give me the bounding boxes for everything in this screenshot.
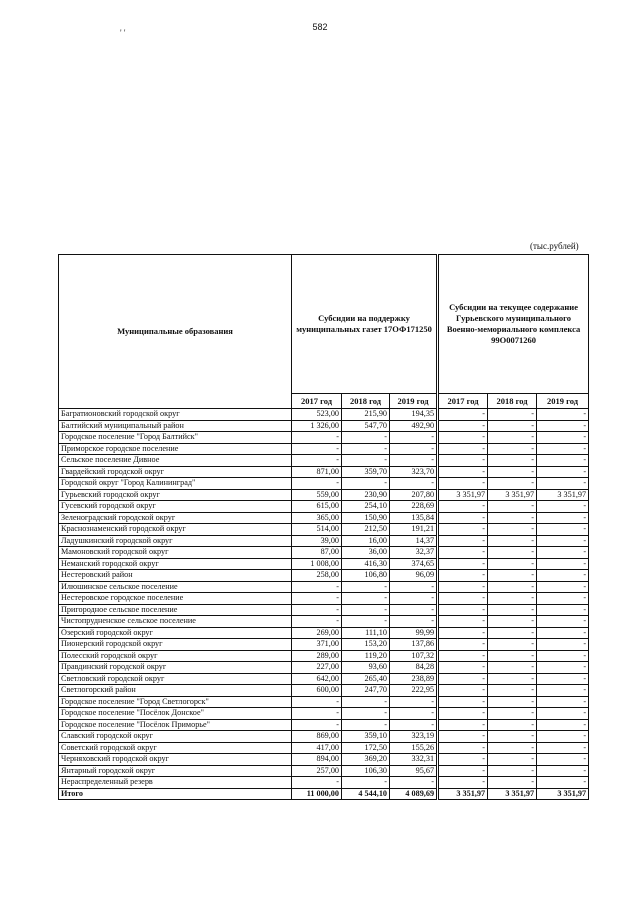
amount-cell: 323,19 [390, 731, 438, 743]
table-row [59, 616, 589, 628]
municipality-name: Городское поселение "Город Балтийск" [59, 432, 292, 444]
amount-cell: - [537, 558, 589, 570]
amount-cell: 135,84 [390, 512, 438, 524]
amount-cell: - [438, 650, 488, 662]
amount-cell: - [292, 581, 342, 593]
amount-cell: - [537, 696, 589, 708]
municipality-name: Пионерский городской округ [59, 639, 292, 651]
table-row [59, 685, 589, 697]
amount-cell: - [537, 581, 589, 593]
amount-cell: - [342, 696, 390, 708]
amount-cell: - [488, 512, 537, 524]
amount-cell: - [488, 777, 537, 789]
amount-cell: - [438, 478, 488, 490]
total-row [59, 788, 589, 800]
amount-cell: - [488, 409, 537, 421]
municipality-name: Сельское поселение Дивное [59, 455, 292, 467]
amount-cell: - [438, 754, 488, 766]
municipality-name: Полесский городской округ [59, 650, 292, 662]
col-municipal-header: Муниципальные образования [59, 255, 292, 409]
amount-cell: 559,00 [292, 489, 342, 501]
amount-cell: 207,80 [390, 489, 438, 501]
year-header: 2017 год [292, 394, 342, 409]
table-row [59, 524, 589, 536]
amount-cell: 3 351,97 [488, 788, 537, 800]
amount-cell: - [488, 627, 537, 639]
amount-cell: - [438, 547, 488, 559]
amount-cell: 374,65 [390, 558, 438, 570]
amount-cell: - [438, 535, 488, 547]
municipality-name: Ладушкинский городской округ [59, 535, 292, 547]
amount-cell: - [390, 616, 438, 628]
amount-cell: 359,10 [342, 731, 390, 743]
amount-cell: - [438, 673, 488, 685]
amount-cell: - [292, 777, 342, 789]
amount-cell: 365,00 [292, 512, 342, 524]
amount-cell: 230,90 [342, 489, 390, 501]
year-header: 2018 год [488, 394, 537, 409]
amount-cell: - [438, 443, 488, 455]
year-header: 2017 год [438, 394, 488, 409]
year-header: 2018 год [342, 394, 390, 409]
amount-cell: 87,00 [292, 547, 342, 559]
amount-cell: - [438, 558, 488, 570]
amount-cell: - [488, 432, 537, 444]
table-row [59, 708, 589, 720]
amount-cell: - [537, 547, 589, 559]
amount-cell: - [488, 524, 537, 536]
municipality-name: Неманский городской округ [59, 558, 292, 570]
amount-cell: - [488, 673, 537, 685]
amount-cell: - [342, 593, 390, 605]
amount-cell: 369,20 [342, 754, 390, 766]
amount-cell: - [488, 558, 537, 570]
amount-cell: - [390, 777, 438, 789]
table-row [59, 455, 589, 467]
amount-cell: 289,00 [292, 650, 342, 662]
amount-cell: 191,21 [390, 524, 438, 536]
amount-cell: - [488, 685, 537, 697]
amount-cell: 4 544,10 [342, 788, 390, 800]
amount-cell: - [488, 455, 537, 467]
amount-cell: - [537, 501, 589, 513]
amount-cell: - [438, 731, 488, 743]
amount-cell: - [438, 708, 488, 720]
amount-cell: 3 351,97 [438, 788, 488, 800]
amount-cell: - [537, 604, 589, 616]
amount-cell: - [488, 708, 537, 720]
table-row [59, 501, 589, 513]
amount-cell: - [292, 478, 342, 490]
amount-cell: 212,50 [342, 524, 390, 536]
amount-cell: - [537, 512, 589, 524]
table-row [59, 443, 589, 455]
amount-cell: - [438, 501, 488, 513]
amount-cell: 119,20 [342, 650, 390, 662]
amount-cell: - [537, 616, 589, 628]
amount-cell: - [488, 765, 537, 777]
amount-cell: - [537, 524, 589, 536]
amount-cell: 547,70 [342, 420, 390, 432]
amount-cell: 3 351,97 [438, 489, 488, 501]
amount-cell: - [537, 432, 589, 444]
amount-cell: - [488, 570, 537, 582]
amount-cell: - [438, 685, 488, 697]
municipality-name: Гурьевский городской округ [59, 489, 292, 501]
municipality-name: Озерский городской округ [59, 627, 292, 639]
amount-cell: 359,70 [342, 466, 390, 478]
table-row [59, 742, 589, 754]
amount-cell: - [488, 478, 537, 490]
amount-cell: - [292, 708, 342, 720]
amount-cell: - [537, 765, 589, 777]
amount-cell: - [537, 673, 589, 685]
amount-cell: 95,67 [390, 765, 438, 777]
amount-cell: - [438, 696, 488, 708]
municipality-name: Пригородное сельское поселение [59, 604, 292, 616]
amount-cell: - [537, 650, 589, 662]
amount-cell: - [390, 593, 438, 605]
table-row [59, 731, 589, 743]
amount-cell: 265,40 [342, 673, 390, 685]
amount-cell: - [292, 719, 342, 731]
amount-cell: - [537, 777, 589, 789]
amount-cell: - [438, 512, 488, 524]
amount-cell: 3 351,97 [488, 489, 537, 501]
amount-cell: 417,00 [292, 742, 342, 754]
amount-cell: - [292, 443, 342, 455]
amount-cell: 96,09 [390, 570, 438, 582]
table-body [59, 409, 589, 800]
amount-cell: - [292, 616, 342, 628]
amount-cell: - [292, 696, 342, 708]
amount-cell: - [438, 420, 488, 432]
municipality-name: Нестеровское городское поселение [59, 593, 292, 605]
municipality-name: Городское поселение "Посёлок Приморье" [59, 719, 292, 731]
group-newspapers-header: Субсидии на поддержку муниципальных газет 17ОФ171250 [292, 255, 438, 394]
amount-cell: - [292, 604, 342, 616]
amount-cell: - [342, 604, 390, 616]
table-row [59, 650, 589, 662]
table-row [59, 754, 589, 766]
amount-cell: - [537, 478, 589, 490]
amount-cell: - [488, 662, 537, 674]
amount-cell: - [488, 650, 537, 662]
amount-cell: 3 351,97 [537, 489, 589, 501]
amount-cell: - [537, 409, 589, 421]
amount-cell: 215,90 [342, 409, 390, 421]
amount-cell: - [488, 696, 537, 708]
table-row [59, 604, 589, 616]
amount-cell: 416,30 [342, 558, 390, 570]
amount-cell: 106,30 [342, 765, 390, 777]
table-row [59, 558, 589, 570]
table-row [59, 409, 589, 421]
amount-cell: - [438, 409, 488, 421]
amount-cell: 894,00 [292, 754, 342, 766]
amount-cell: - [537, 662, 589, 674]
municipality-name: Приморское городское поселение [59, 443, 292, 455]
amount-cell: 269,00 [292, 627, 342, 639]
amount-cell: - [438, 604, 488, 616]
amount-cell: - [342, 708, 390, 720]
amount-cell: 332,31 [390, 754, 438, 766]
table-row [59, 512, 589, 524]
municipality-name: Янтарный городской округ [59, 765, 292, 777]
amount-cell: 107,32 [390, 650, 438, 662]
municipality-name: Илюшинское сельское поселение [59, 581, 292, 593]
table-row [59, 765, 589, 777]
amount-cell: - [488, 466, 537, 478]
table-row [59, 696, 589, 708]
amount-cell: 16,00 [342, 535, 390, 547]
table-row [59, 535, 589, 547]
table-row [59, 639, 589, 651]
amount-cell: - [342, 455, 390, 467]
amount-cell: - [292, 593, 342, 605]
municipality-name: Городской округ "Город Калининград" [59, 478, 292, 490]
amount-cell: - [537, 570, 589, 582]
municipality-name: Мамоновский городской округ [59, 547, 292, 559]
amount-cell: 227,00 [292, 662, 342, 674]
table-row [59, 489, 589, 501]
municipality-name: Нераспределенный резерв [59, 777, 292, 789]
municipality-name: Гвардейский городской округ [59, 466, 292, 478]
amount-cell: - [488, 754, 537, 766]
amount-cell: - [342, 616, 390, 628]
municipality-name: Багратионовский городской округ [59, 409, 292, 421]
page-number: 582 [312, 22, 328, 32]
amount-cell: - [438, 627, 488, 639]
amount-cell: - [438, 719, 488, 731]
table-row [59, 570, 589, 582]
table-row [59, 627, 589, 639]
amount-cell: 514,00 [292, 524, 342, 536]
amount-cell: - [438, 777, 488, 789]
amount-cell: - [390, 443, 438, 455]
table-row [59, 662, 589, 674]
table-row [59, 777, 589, 789]
amount-cell: 4 089,69 [390, 788, 438, 800]
amount-cell: - [342, 478, 390, 490]
amount-cell: 11 000,00 [292, 788, 342, 800]
amount-cell: 492,90 [390, 420, 438, 432]
municipality-name: Светловский городской округ [59, 673, 292, 685]
amount-cell: 32,37 [390, 547, 438, 559]
corner-mark: ' ' [120, 28, 126, 38]
amount-cell: - [390, 478, 438, 490]
amount-cell: - [438, 524, 488, 536]
amount-cell: - [537, 754, 589, 766]
amount-cell: - [537, 443, 589, 455]
amount-cell: - [390, 708, 438, 720]
amount-cell: 238,89 [390, 673, 438, 685]
amount-cell: 111,10 [342, 627, 390, 639]
amount-cell: 371,00 [292, 639, 342, 651]
year-header: 2019 год [537, 394, 589, 409]
amount-cell: 228,69 [390, 501, 438, 513]
amount-cell: - [438, 639, 488, 651]
subsidies-table [58, 254, 589, 800]
municipality-name: Советский городской округ [59, 742, 292, 754]
amount-cell: - [438, 616, 488, 628]
amount-cell: - [488, 420, 537, 432]
amount-cell: - [390, 719, 438, 731]
municipality-name: Городское поселение "Посёлок Донское" [59, 708, 292, 720]
amount-cell: - [488, 547, 537, 559]
amount-cell: 258,00 [292, 570, 342, 582]
table-row [59, 581, 589, 593]
amount-cell: - [438, 466, 488, 478]
municipality-name: Городское поселение "Город Светлогорск" [59, 696, 292, 708]
amount-cell: 869,00 [292, 731, 342, 743]
amount-cell: - [292, 455, 342, 467]
amount-cell: 39,00 [292, 535, 342, 547]
table-row [59, 478, 589, 490]
amount-cell: - [537, 420, 589, 432]
amount-cell: - [488, 719, 537, 731]
amount-cell: - [292, 432, 342, 444]
table-row [59, 466, 589, 478]
municipality-name: Славский городской округ [59, 731, 292, 743]
table-row [59, 432, 589, 444]
amount-cell: 93,60 [342, 662, 390, 674]
amount-cell: - [438, 662, 488, 674]
amount-cell: - [488, 581, 537, 593]
amount-cell: 615,00 [292, 501, 342, 513]
amount-cell: - [438, 455, 488, 467]
amount-cell: 254,10 [342, 501, 390, 513]
amount-cell: 106,80 [342, 570, 390, 582]
amount-cell: - [537, 742, 589, 754]
amount-cell: 257,00 [292, 765, 342, 777]
table-row [59, 719, 589, 731]
amount-cell: 3 351,97 [537, 788, 589, 800]
amount-cell: - [438, 581, 488, 593]
municipality-name: Нестеровский район [59, 570, 292, 582]
municipality-name: Чистопрудненское сельское поселение [59, 616, 292, 628]
amount-cell: - [537, 639, 589, 651]
amount-cell: - [537, 708, 589, 720]
amount-cell: - [342, 719, 390, 731]
amount-cell: - [390, 455, 438, 467]
amount-cell: - [537, 535, 589, 547]
amount-cell: - [537, 466, 589, 478]
amount-cell: - [390, 696, 438, 708]
municipality-name: Краснознаменский городской округ [59, 524, 292, 536]
amount-cell: 323,70 [390, 466, 438, 478]
amount-cell: 137,86 [390, 639, 438, 651]
amount-cell: - [342, 443, 390, 455]
table-row [59, 673, 589, 685]
amount-cell: 222,95 [390, 685, 438, 697]
municipality-name: Гусевский городской округ [59, 501, 292, 513]
municipality-name: Итого [59, 788, 292, 800]
amount-cell: 84,28 [390, 662, 438, 674]
amount-cell: - [537, 719, 589, 731]
amount-cell: - [342, 581, 390, 593]
amount-cell: - [390, 432, 438, 444]
amount-cell: - [438, 765, 488, 777]
municipality-name: Правдинский городской округ [59, 662, 292, 674]
amount-cell: - [537, 593, 589, 605]
amount-cell: - [438, 593, 488, 605]
table-row [59, 547, 589, 559]
amount-cell: - [488, 604, 537, 616]
amount-cell: - [488, 535, 537, 547]
amount-cell: - [488, 616, 537, 628]
amount-cell: - [488, 742, 537, 754]
amount-cell: - [342, 777, 390, 789]
amount-cell: - [488, 443, 537, 455]
amount-cell: - [488, 593, 537, 605]
amount-cell: - [390, 581, 438, 593]
amount-cell: - [438, 570, 488, 582]
group-memorial-header: Субсидии на текущее содержание Гурьевского муниципального Военно-мемориального комплекса 99О0071260 [438, 255, 589, 394]
municipality-name: Балтийский муниципальный район [59, 420, 292, 432]
amount-cell: 642,00 [292, 673, 342, 685]
municipality-name: Светлогорский район [59, 685, 292, 697]
amount-cell: 172,50 [342, 742, 390, 754]
amount-cell: - [488, 731, 537, 743]
amount-cell: 150,90 [342, 512, 390, 524]
amount-cell: 600,00 [292, 685, 342, 697]
amount-cell: - [537, 685, 589, 697]
amount-cell: - [488, 501, 537, 513]
units-label: (тыс.рублей) [530, 241, 579, 251]
amount-cell: 14,37 [390, 535, 438, 547]
table-row [59, 593, 589, 605]
amount-cell: 247,70 [342, 685, 390, 697]
amount-cell: - [342, 432, 390, 444]
municipality-name: Зеленоградский городской округ [59, 512, 292, 524]
table-row [59, 420, 589, 432]
amount-cell: - [537, 627, 589, 639]
amount-cell: - [438, 742, 488, 754]
amount-cell: 155,26 [390, 742, 438, 754]
year-header: 2019 год [390, 394, 438, 409]
amount-cell: - [390, 604, 438, 616]
amount-cell: 1 326,00 [292, 420, 342, 432]
amount-cell: 871,00 [292, 466, 342, 478]
municipality-name: Черняховский городской округ [59, 754, 292, 766]
amount-cell: 99,99 [390, 627, 438, 639]
amount-cell: - [537, 731, 589, 743]
amount-cell: 1 008,00 [292, 558, 342, 570]
amount-cell: 153,20 [342, 639, 390, 651]
amount-cell: 36,00 [342, 547, 390, 559]
amount-cell: - [488, 639, 537, 651]
amount-cell: - [537, 455, 589, 467]
amount-cell: 523,00 [292, 409, 342, 421]
amount-cell: - [438, 432, 488, 444]
amount-cell: 194,35 [390, 409, 438, 421]
